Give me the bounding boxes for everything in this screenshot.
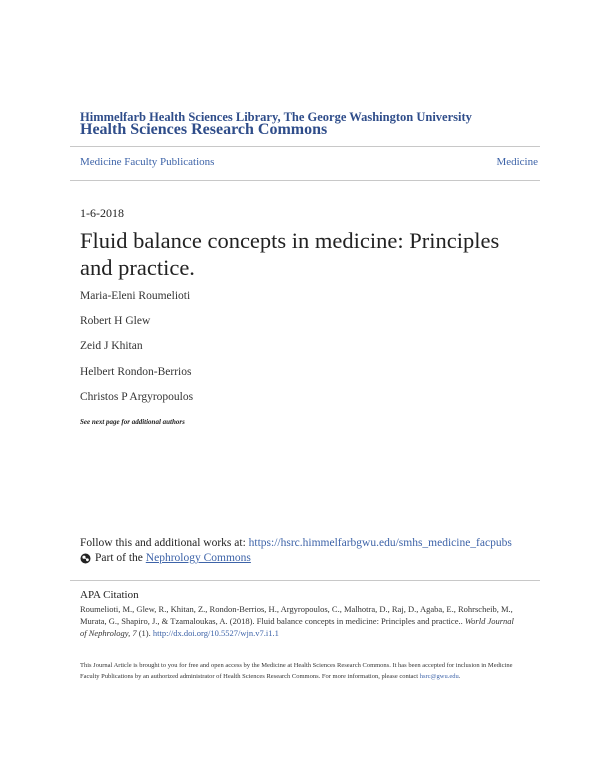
collection-url-link[interactable]: https://hsrc.himmelfarbgwu.edu/smhs_medicine_facpubs	[248, 537, 512, 549]
apa-citation-text	[80, 603, 520, 639]
department-link[interactable]: Medicine	[496, 156, 538, 168]
publication-date: 1-6-2018	[80, 206, 124, 220]
doi-link[interactable]: http://dx.doi.org/10.5527/wjn.v7.i1.1	[152, 628, 279, 638]
citation-issue: (1).	[136, 628, 153, 638]
author-4: Helbert Rondon-Berrios	[80, 366, 192, 378]
apa-citation-heading: APA Citation	[80, 589, 139, 601]
article-title: Fluid balance concepts in medicine: Principles and practice.	[80, 228, 500, 280]
author-1: Maria-Eleni Roumelioti	[80, 290, 191, 302]
repository-name[interactable]: Health Sciences Research Commons	[80, 121, 328, 138]
follow-label: Follow this and additional works at:	[80, 537, 246, 549]
see-next-page-note: See next page for additional authors	[80, 418, 185, 426]
citation-divider	[70, 580, 540, 581]
author-3: Zeid J Khitan	[80, 340, 143, 352]
contact-email-link[interactable]: hsrc@gwu.edu	[419, 673, 459, 680]
notice-text: This Journal Article is brought to you for free and open access by the Medicine at Health Sciences Research Commons. It has been accepted for inclusion in Medicine Faculty Publications by an authorized administrator of Health Sciences Research Commons. For more information, please contact	[80, 662, 513, 680]
follow-line	[80, 537, 512, 549]
citation-journal: World Journal of Nephrology, 7	[80, 616, 514, 638]
open-access-notice	[80, 660, 520, 682]
commons-network-icon	[80, 553, 91, 564]
collection-link[interactable]: Medicine Faculty Publications	[80, 156, 215, 168]
nephrology-commons-link[interactable]: Nephrology Commons	[145, 552, 251, 564]
top-divider	[70, 146, 540, 147]
part-of-label: Part of the	[95, 552, 143, 564]
part-of-line	[80, 552, 251, 564]
institution-name: Himmelfarb Health Sciences Library, The George Washington University	[80, 110, 472, 124]
notice-end: .	[458, 673, 461, 680]
author-5: Christos P Argyropoulos	[80, 391, 194, 403]
author-2: Robert H Glew	[80, 315, 151, 327]
nav-divider	[70, 180, 540, 181]
collection-nav	[80, 156, 538, 168]
citation-body: Roumelioti, M., Glew, R., Khitan, Z., Rondon-Berrios, H., Argyropoulos, C., Malhotra, D., Raj, D., Agaba, E., Rohrscheib, M., Murata, G., Shapiro, J., & Tzamaloukas, A. (2018). Fluid balance concepts in medicine: Principles and practice..	[80, 604, 513, 626]
